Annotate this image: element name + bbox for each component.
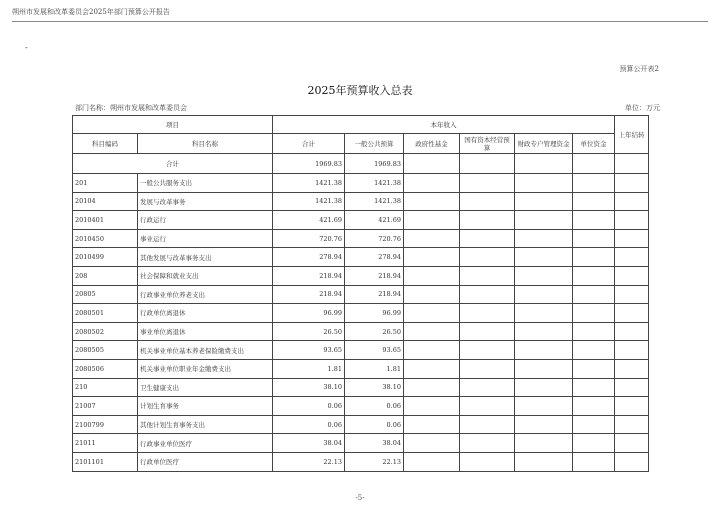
state-capital-cell [460,192,515,211]
general-budget-cell: 421.69 [345,211,404,230]
header-project: 项目 [73,116,273,134]
state-capital-cell [460,341,515,360]
general-budget-cell: 38.10 [345,378,404,397]
subject-code-cell: 20104 [73,192,138,211]
carryover-cell [615,397,649,416]
header-current-year-income: 本年收入 [273,116,615,134]
report-header: 朔州市发展和改革委员会2025年部门预算公开报告 [12,8,170,16]
fiscal-special-cell [515,174,573,193]
carryover-cell [615,452,649,471]
table-row [73,174,649,193]
subject-name-cell: 其他计划生育事务支出 [138,415,273,434]
table-row [73,248,649,267]
general-budget-cell: 38.04 [345,434,404,453]
subject-code-cell: 2101101 [73,452,138,471]
total-general-budget: 1969.83 [345,154,404,174]
table-row [73,452,649,471]
unit-funds-cell [573,304,615,323]
state-capital-cell [460,397,515,416]
unit-funds-cell [573,341,615,360]
carryover-cell [615,434,649,453]
subject-name-cell: 行政运行 [138,211,273,230]
carryover-cell [615,211,649,230]
subject-code-cell: 20805 [73,285,138,304]
state-capital-cell [460,285,515,304]
gov-fund-cell [404,415,460,434]
fiscal-special-cell [515,434,573,453]
total-amount-cell: 218.94 [273,266,345,285]
fiscal-special-cell [515,397,573,416]
subject-name-cell: 事业运行 [138,229,273,248]
subject-code-cell: 2080502 [73,322,138,341]
subject-code-cell: 21011 [73,434,138,453]
carryover-cell [615,248,649,267]
total-amount: 1969.83 [273,154,345,174]
unit-funds-cell [573,285,615,304]
gov-fund-cell [404,211,460,230]
table-row [73,211,649,230]
state-capital-cell [460,359,515,378]
total-amount-cell: 26.50 [273,322,345,341]
unit-funds-cell [573,452,615,471]
carryover-cell [615,341,649,360]
subject-code-cell: 2010401 [73,211,138,230]
total-amount-cell: 93.65 [273,341,345,360]
unit-funds-cell [573,434,615,453]
general-budget-cell: 96.99 [345,304,404,323]
general-budget-cell: 26.50 [345,322,404,341]
fiscal-special-cell [515,211,573,230]
gov-fund-cell [404,359,460,378]
gov-fund-cell [404,192,460,211]
gov-fund-cell [404,248,460,267]
table-row [73,229,649,248]
unit-funds-cell [573,415,615,434]
header-unit-funds: 单位资金 [573,134,615,154]
general-budget-cell: 218.94 [345,285,404,304]
state-capital-cell [460,304,515,323]
gov-fund-cell [404,174,460,193]
total-amount-cell: 22.13 [273,452,345,471]
total-row [73,154,649,174]
total-amount-cell: 720.76 [273,229,345,248]
empty-cell [515,154,573,174]
fiscal-special-cell [515,248,573,267]
gov-fund-cell [404,397,460,416]
department-name: 部门名称：朔州市发展和改革委员会 [75,104,187,112]
total-amount-cell: 38.10 [273,378,345,397]
header-state-capital: 国有资本经营预算 [460,134,515,154]
table-body [73,154,649,472]
subject-code-cell: 208 [73,266,138,285]
subject-name-cell: 卫生健康支出 [138,378,273,397]
gov-fund-cell [404,341,460,360]
state-capital-cell [460,266,515,285]
page-marker: - [25,43,28,52]
subject-name-cell: 行政单位医疗 [138,452,273,471]
unit-funds-cell [573,359,615,378]
general-budget-cell: 1.81 [345,359,404,378]
table-row [73,285,649,304]
empty-cell [573,154,615,174]
gov-fund-cell [404,229,460,248]
subject-name-cell: 社会保障和就业支出 [138,266,273,285]
empty-cell [615,154,649,174]
fiscal-special-cell [515,341,573,360]
fiscal-special-cell [515,322,573,341]
general-budget-cell: 0.06 [345,415,404,434]
total-label: 合计 [73,154,273,174]
subject-name-cell: 计划生育事务 [138,397,273,416]
total-amount-cell: 1.81 [273,359,345,378]
subject-code-cell: 201 [73,174,138,193]
state-capital-cell [460,452,515,471]
total-amount-cell: 278.94 [273,248,345,267]
unit-funds-cell [573,174,615,193]
header-gov-fund: 政府性基金 [404,134,460,154]
total-amount-cell: 1421.38 [273,174,345,193]
fiscal-special-cell [515,415,573,434]
empty-cell [404,154,460,174]
subject-name-cell: 行政单位离退休 [138,304,273,323]
subject-name-cell: 机关事业单位基本养老保险缴费支出 [138,341,273,360]
table-row [73,341,649,360]
carryover-cell [615,415,649,434]
total-amount-cell: 96.99 [273,304,345,323]
fiscal-special-cell [515,452,573,471]
unit-funds-cell [573,266,615,285]
gov-fund-cell [404,266,460,285]
general-budget-cell: 93.65 [345,341,404,360]
subject-code-cell: 210 [73,378,138,397]
unit-label: 单位：万元 [625,104,660,112]
table-row [73,304,649,323]
carryover-cell [615,359,649,378]
subject-code-cell: 21007 [73,397,138,416]
gov-fund-cell [404,304,460,323]
carryover-cell [615,285,649,304]
table-row [73,266,649,285]
page-number: -5- [355,494,365,502]
carryover-cell [615,174,649,193]
header-prior-year-carryover: 上年结转 [615,116,649,154]
total-amount-cell: 421.69 [273,211,345,230]
header-divider [12,21,708,22]
page-title: 2025年预算收入总表 [307,84,413,97]
general-budget-cell: 1421.38 [345,192,404,211]
state-capital-cell [460,248,515,267]
total-amount-cell: 38.04 [273,434,345,453]
general-budget-cell: 218.94 [345,266,404,285]
state-capital-cell [460,322,515,341]
fiscal-special-cell [515,359,573,378]
subject-name-cell: 发展与改革事务 [138,192,273,211]
state-capital-cell [460,378,515,397]
fiscal-special-cell [515,229,573,248]
state-capital-cell [460,415,515,434]
fiscal-special-cell [515,285,573,304]
budget-income-table [72,115,649,472]
header-subject-code: 科目编码 [73,134,138,154]
subject-name-cell: 一般公共服务支出 [138,174,273,193]
subject-name-cell: 事业单位离退休 [138,322,273,341]
subject-code-cell: 2080505 [73,341,138,360]
table-row [73,434,649,453]
unit-funds-cell [573,322,615,341]
subject-code-cell: 2080501 [73,304,138,323]
carryover-cell [615,304,649,323]
total-amount-cell: 1421.38 [273,192,345,211]
state-capital-cell [460,211,515,230]
unit-funds-cell [573,378,615,397]
general-budget-cell: 0.06 [345,397,404,416]
subject-name-cell: 机关事业单位职业年金缴费支出 [138,359,273,378]
header-fiscal-special: 财政专户管理资金 [515,134,573,154]
fiscal-special-cell [515,266,573,285]
header-total: 合计 [273,134,345,154]
gov-fund-cell [404,285,460,304]
carryover-cell [615,266,649,285]
unit-funds-cell [573,397,615,416]
table-row [73,359,649,378]
unit-funds-cell [573,211,615,230]
total-amount-cell: 218.94 [273,285,345,304]
subject-name-cell: 行政事业单位养老支出 [138,285,273,304]
subject-name-cell: 行政事业单位医疗 [138,434,273,453]
table-row [73,192,649,211]
subject-name-cell: 其他发展与改革事务支出 [138,248,273,267]
carryover-cell [615,378,649,397]
subject-code-cell: 2010450 [73,229,138,248]
unit-funds-cell [573,229,615,248]
table-row [73,397,649,416]
carryover-cell [615,229,649,248]
table-number: 预算公开表2 [619,65,659,73]
fiscal-special-cell [515,304,573,323]
fiscal-special-cell [515,192,573,211]
general-budget-cell: 278.94 [345,248,404,267]
fiscal-special-cell [515,378,573,397]
header-subject-name: 科目名称 [138,134,273,154]
state-capital-cell [460,229,515,248]
unit-funds-cell [573,248,615,267]
gov-fund-cell [404,322,460,341]
total-amount-cell: 0.06 [273,415,345,434]
header-general-budget: 一般公共预算 [345,134,404,154]
general-budget-cell: 1421.38 [345,174,404,193]
gov-fund-cell [404,434,460,453]
general-budget-cell: 22.13 [345,452,404,471]
carryover-cell [615,322,649,341]
subject-code-cell: 2100799 [73,415,138,434]
subject-code-cell: 2010499 [73,248,138,267]
table-row [73,378,649,397]
state-capital-cell [460,434,515,453]
total-amount-cell: 0.06 [273,397,345,416]
table-row [73,322,649,341]
general-budget-cell: 720.76 [345,229,404,248]
state-capital-cell [460,174,515,193]
carryover-cell [615,192,649,211]
subject-code-cell: 2080506 [73,359,138,378]
table-row [73,415,649,434]
unit-funds-cell [573,192,615,211]
gov-fund-cell [404,452,460,471]
gov-fund-cell [404,378,460,397]
empty-cell [460,154,515,174]
